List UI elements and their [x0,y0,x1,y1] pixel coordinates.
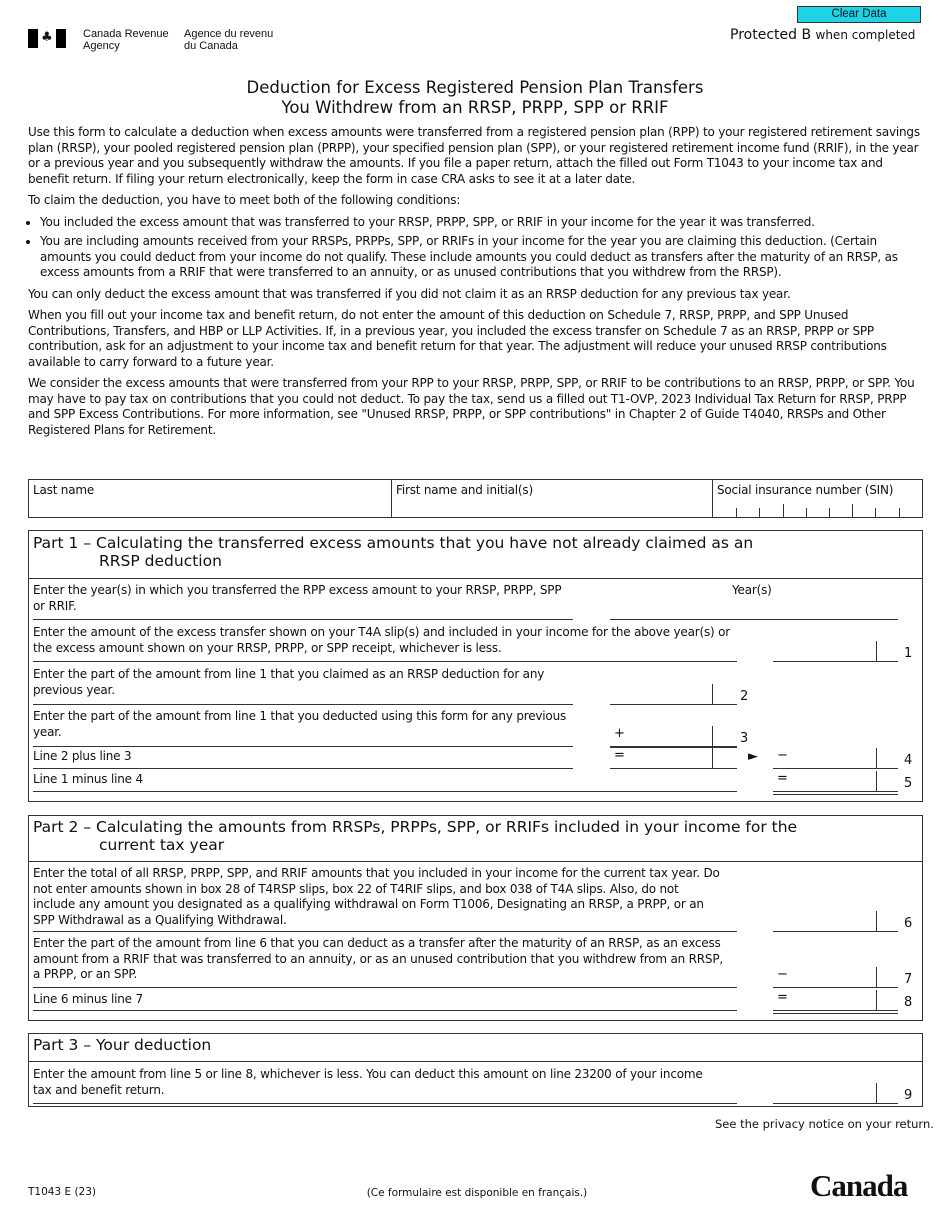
instructions [28,125,924,444]
excess-paragraph: We consider the excess amounts that were transferred from your RPP to your RRSP, PRPP, SPP, or RRIF to be contributions to an RRSP, PRPP, or SPP. You may have to pay tax on contributions that you could not deduct. To pay the tax, send us a filled out T1-OVP, 2023 Individual Tax Return for RRSP, PRPP and SPP Excess Contributions. For more information, see "Unused RRSP, PRPP, or SPP contributions" in Chapter 2 of Guide T4040, RRSPs and Other Registered Plans for Retirement. [28,376,915,437]
amount-input-line-6[interactable] [773,911,898,932]
privacy-notice: See the privacy notice on your return. [715,1117,934,1131]
minus-sign: − [777,748,788,763]
sin-field[interactable]: Social insurance number (SIN) [717,483,894,497]
french-availability-note: (Ce formulaire est disponible en français.) [366,1187,588,1199]
condition-item: • You are including amounts received from your RRSPs, PRPPs, SPP, or RRIFs in your income for the year you are claiming this deduction. (Certain amounts you could deduct from your income do not qualify. These include amounts you could deduct as transfers after the maturity of an RRSP, as excess amounts from a RRIF that were transferred to an annuity, or as unused contributions that you withdrew from the RRSP). [40,234,924,281]
condition-item: • You included the excess amount that was transferred to your RRSP, PRPP, SPP, or RRIF in your income for the year it was transferred. [40,215,924,231]
line-9-label: Enter the amount from line 5 or line 8, whichever is less. You can deduct this amount on line 23200 of your income tax and benefit return. [33,1067,703,1097]
protected-b: Protected B [730,27,812,43]
equals-sign: = [777,771,788,786]
amount-input-line-3[interactable] [610,726,737,748]
line-6-label: Enter the total of all RRSP, PRPP, SPP, and RRIF amounts that you included in your income for the current tax year. Do not enter amounts shown in box 28 of T4RSP slips, box 22 of T4RIF slips, and box 038 of T4A slips. Also, do not include any amount you designated as a qualifying withdrawal on Form T1006, Designating an RRSP, a PRPP, or an SPP Withdrawal as a Qualifying Withdrawal. [33,866,720,927]
year-input[interactable] [610,600,898,620]
line-5-label: Line 1 minus line 4 [33,772,143,786]
form-id: T1043 E (23) [28,1186,96,1198]
line-number: 6 [904,916,913,931]
line-number: 7 [904,972,913,987]
plus-sign: + [614,726,625,741]
amount-input-line-9[interactable] [773,1083,898,1104]
canada-wordmark: Canada [810,1168,908,1203]
line-2-label: Enter the part of the amount from line 1 that you claimed as an RRSP deduction for any previous year. [33,667,545,697]
form-title: Deduction for Excess Registered Pension Plan Transfers You Withdrew from an RRSP, PRPP, SPP or RRIF [246,78,704,117]
identification-box [28,479,923,518]
amount-input[interactable] [610,748,737,769]
protected-suffix: when completed [815,28,916,42]
arrow-icon: ► [748,749,758,764]
minus-sign: − [777,967,788,982]
intro-paragraph: Use this form to calculate a deduction when excess amounts were transferred from a registered pension plan (RPP) to your registered retirement savings plan (RRSP), your pooled registered pension plan (PRPP), your specified pension plan (SPP), or your registered retirement income fund (RRIF), in the year or a previous year and you subsequently withdraw the amounts. If you file a paper return, attach the filled out Form T1043 to your income tax and benefit return. If filing your return electronically, keep the form in case CRA asks to see it at a later date. [28,125,920,186]
canada-flag-icon: ♣ [28,29,66,48]
part-2-title: Part 2 – Calculating the amounts from RRSPs, PRPPs, SPP, or RRIFs included in your income for the current tax year [33,818,798,854]
line-number: 5 [904,776,913,791]
amount-input-line-1[interactable] [773,641,898,662]
last-name-field[interactable]: Last name [33,483,95,497]
equals-sign: = [777,990,788,1005]
agency-name-en: Canada Revenue Agency [83,28,169,52]
line-7-label: Enter the part of the amount from line 6 that you can deduct as a transfer after the maturity of an RRSP, as an excess amount from a RRIF that was transferred to an annuity, or as an unused contribution that you withdrew from an RRSP, a PRPP, or an SPP. [33,936,723,981]
agency-name-fr: Agence du revenu du Canada [184,28,274,52]
part-3-title: Part 3 – Your deduction [33,1036,212,1054]
amount-input-line-2[interactable] [610,684,737,705]
clear-data-button[interactable]: Clear Data [797,6,921,23]
line-number: 9 [904,1088,913,1103]
schedule7-paragraph: When you fill out your income tax and benefit return, do not enter the amount of this deduction on Schedule 7, RRSP, PRPP, and SPP Unused Contributions, Transfers, and HBP or LLP Activities. If, in a previous year, you included the excess transfer on Schedule 7 as an RRSP, PRPP or SPP contribution, ask for an adjustment to your income tax and benefit return for that year. The adjustment will reduce your unused RRSP contributions available to carry forward to a future year. [28,308,887,369]
line-number: 2 [740,689,749,704]
deduct-paragraph: You can only deduct the excess amount that was transferred if you did not claim it as an RRSP deduction for any previous tax year. [28,286,791,301]
line-4-label: Line 2 plus line 3 [33,749,132,763]
amount-input-line-7[interactable] [773,967,898,988]
conditions-intro: To claim the deduction, you have to meet both of the following conditions: [28,193,461,207]
line-1-label: Enter the amount of the excess transfer shown on your T4A slip(s) and included in your income for the above year(s) or the excess amount shown on your RRSP, PRPP, or SPP receipt, whichever is less. [33,625,730,655]
line-3-label: Enter the part of the amount from line 1 that you deducted using this form for any previous year. [33,709,567,739]
sin-digit-separators [713,502,922,517]
line-number: 8 [904,995,913,1010]
line-number: 4 [904,753,913,768]
amount-input-line-4[interactable] [773,748,898,769]
year-row-label: Enter the year(s) in which you transferred the RPP excess amount to your RRSP, PRPP, SPP or RRIF. [33,583,562,613]
amount-input-line-8[interactable] [773,990,898,1011]
part-1-title: Part 1 – Calculating the transferred excess amounts that you have not already claimed as an RRSP deduction [33,534,754,570]
amount-input-line-5[interactable] [773,771,898,792]
line-8-label: Line 6 minus line 7 [33,992,143,1006]
line-number: 3 [740,731,749,746]
equals-sign: = [614,748,625,763]
protected-b-label [730,27,915,43]
line-number: 1 [904,646,913,661]
first-name-field[interactable]: First name and initial(s) [396,483,533,497]
year-label: Year(s) [732,583,772,597]
conditions-list [28,215,924,281]
